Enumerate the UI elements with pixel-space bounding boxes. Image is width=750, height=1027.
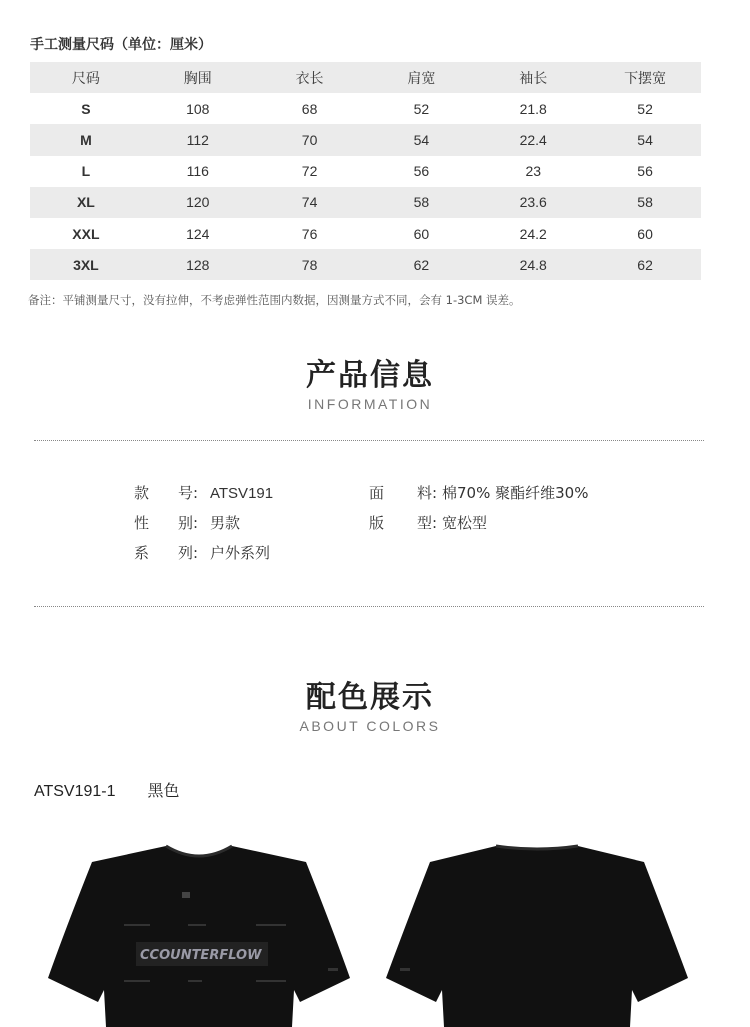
table-cell: 23	[525, 163, 542, 180]
table-header: 下摆宽	[624, 70, 667, 87]
size-cell: S	[81, 100, 91, 117]
size-cell: 3XL	[73, 256, 99, 273]
table-cell: 54	[413, 131, 430, 148]
info-label: 系	[134, 544, 150, 562]
info-label: 型:	[417, 514, 438, 532]
colors-subtitle: ABOUT COLORS	[299, 718, 441, 734]
table-cell: 58	[413, 194, 430, 211]
size-cell: XL	[76, 194, 95, 211]
info-label: 别:	[178, 514, 199, 532]
info-item-gender	[134, 512, 240, 533]
table-cell: 70	[301, 131, 318, 148]
table-header-row	[30, 62, 701, 93]
info-value: 棉70% 聚酯纤维30%	[442, 484, 589, 502]
table-cell: 120	[186, 194, 210, 211]
table-cell: 58	[637, 194, 653, 211]
table-header: 胸围	[183, 70, 212, 87]
table-cell: 56	[413, 163, 430, 180]
table-cell: 124	[186, 225, 210, 242]
size-table	[30, 62, 701, 280]
table-header: 尺码	[71, 70, 100, 87]
size-chart-title: 手工测量尺码（单位：厘米）	[30, 37, 212, 53]
table-cell: 21.8	[519, 100, 547, 117]
table-row	[30, 187, 701, 218]
info-label: 面	[369, 484, 385, 502]
table-cell: 74	[301, 194, 318, 211]
variant-color-name: 黑色	[147, 781, 180, 800]
variant-label	[34, 778, 180, 801]
divider	[34, 440, 704, 441]
table-cell: 22.4	[519, 131, 547, 148]
info-item-fit	[369, 512, 487, 533]
table-row	[30, 156, 701, 187]
table-cell: 76	[301, 225, 318, 242]
info-label: 款	[134, 484, 150, 502]
table-row	[30, 93, 701, 124]
size-cell: XXL	[72, 225, 100, 242]
table-row	[30, 218, 701, 249]
size-cell: M	[80, 131, 92, 148]
colors-title: 配色展示	[306, 680, 434, 715]
info-label: 列:	[178, 544, 199, 562]
product-info-title: 产品信息	[306, 358, 434, 393]
table-cell: 54	[637, 131, 653, 148]
info-label: 性	[134, 514, 150, 532]
info-label: 号:	[178, 484, 199, 502]
info-label: 版	[369, 514, 385, 532]
divider	[34, 606, 704, 607]
info-item-fabric	[369, 482, 588, 503]
table-row	[30, 249, 701, 280]
variant-code: ATSV191-1	[34, 783, 116, 800]
tshirt-back-image	[386, 844, 688, 1027]
table-header: 肩宽	[407, 70, 436, 87]
table-cell: 108	[186, 100, 210, 117]
table-cell: 68	[301, 100, 318, 117]
table-cell: 128	[186, 256, 210, 273]
table-cell: 62	[637, 256, 653, 273]
table-header: 袖长	[519, 70, 548, 87]
table-cell: 52	[637, 100, 653, 117]
table-row	[30, 124, 701, 155]
info-value: ATSV191	[210, 485, 274, 502]
table-cell: 60	[413, 225, 430, 242]
info-label: 料:	[417, 484, 438, 502]
info-value: 户外系列	[210, 544, 271, 562]
info-item-series	[134, 542, 270, 563]
table-cell: 60	[637, 225, 653, 242]
info-value: 宽松型	[442, 514, 488, 532]
tshirt-front-image	[48, 840, 350, 1027]
table-cell: 23.6	[519, 194, 547, 211]
table-cell: 78	[301, 256, 318, 273]
table-header: 衣长	[295, 70, 324, 87]
print-text: CCOUNTERFLOW	[140, 948, 262, 963]
size-note: 备注：平铺测量尺寸，没有拉伸，不考虑弹性范围内数据，因测量方式不同，会有 1-3CM 误差。	[28, 293, 521, 307]
table-cell: 24.8	[519, 256, 547, 273]
table-cell: 72	[301, 163, 318, 180]
table-cell: 24.2	[519, 225, 547, 242]
info-item-model	[134, 482, 273, 503]
table-cell: 52	[413, 100, 430, 117]
product-info-subtitle: INFORMATION	[307, 396, 433, 412]
table-cell: 112	[186, 131, 209, 148]
table-cell: 62	[413, 256, 430, 273]
size-cell: L	[81, 163, 91, 180]
table-cell: 56	[637, 163, 653, 180]
table-cell: 116	[186, 163, 209, 180]
info-value: 男款	[210, 514, 241, 532]
